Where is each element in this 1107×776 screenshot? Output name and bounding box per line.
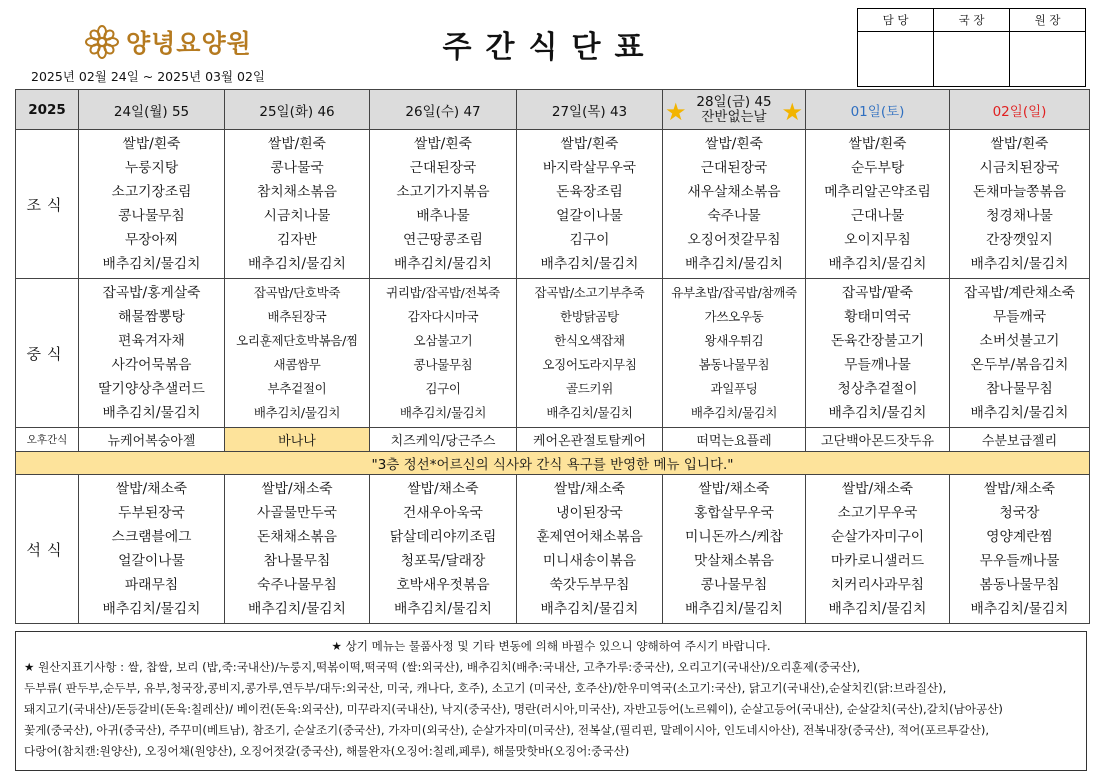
menu-item: 한방닭곰탕 [560, 309, 619, 324]
menu-item: 잡곡밥/홍게살죽 [102, 285, 201, 301]
menu-item: 근대된장국 [700, 160, 768, 176]
menu-item: 닭살데리야끼조림 [389, 529, 497, 545]
menu-item: 배추된장국 [267, 309, 327, 324]
flower-logo-icon [84, 24, 120, 60]
menu-item: 쌀밥/흰죽 [122, 136, 181, 152]
menu-cell [225, 279, 370, 428]
menu-item: 무들깨나물 [844, 357, 911, 373]
menu-item: 배추김치/물김치 [685, 601, 783, 617]
menu-item: 참나물무침 [986, 381, 1053, 397]
menu-cell [370, 130, 517, 279]
menu-cell [517, 130, 663, 279]
menu-item: 배추김치/물김치 [399, 405, 487, 420]
menu-cell [225, 130, 370, 279]
menu-item: 잡곡밥/팥죽 [841, 285, 914, 301]
menu-cell [79, 475, 225, 624]
approval-label-staff: 담 당 [858, 9, 934, 32]
snack-cell: 바나나 [225, 428, 370, 452]
menu-item: 치커리사과무침 [830, 577, 925, 593]
approval-label-head: 원 장 [1010, 9, 1086, 32]
menu-item: 순살가자미구이 [830, 529, 925, 545]
approval-sign-staff [858, 32, 934, 87]
menu-item: 배추김치/물김치 [102, 405, 201, 421]
menu-cell [517, 475, 663, 624]
menu-item: 배추김치/물김치 [248, 256, 346, 272]
menu-item: 순두부탕 [850, 160, 905, 176]
snack-cell: 치즈케익/당근주스 [370, 428, 517, 452]
menu-item: 유부초밥/잡곡밥/참깨죽 [671, 285, 797, 300]
breakfast-row [16, 130, 1090, 279]
menu-item: 배추김치/물김치 [248, 601, 346, 617]
menu-item: 소고기가지볶음 [396, 184, 490, 200]
menu-cell [950, 279, 1090, 428]
menu-cell [225, 475, 370, 624]
notice-line: ★ 원산지표기사항 : 쌀, 찹쌀, 보리 (밥,죽:국내산)/누룽지,떡볶이떡,떡국떡 (쌀:외국산), 배추김치(배추:국내산, 고추가루:중국산), 오리고기(국내산)/오리훈제(중국산), [24, 660, 861, 674]
menu-item: 콩나물국 [270, 160, 324, 176]
menu-item: 누룽지탕 [124, 160, 179, 176]
day-header-saturday: 01일(토) [806, 90, 950, 130]
menu-item: 콩나물무침 [700, 577, 768, 593]
snack-cell: 고단백아몬드잣두유 [806, 428, 950, 452]
menu-item: 부추겉절이 [267, 381, 327, 396]
menu-item: 귀리밥/잡곡밥/전복죽 [386, 285, 500, 300]
menu-item: 감자다시마국 [407, 309, 479, 324]
menu-item: 배추김치/물김치 [102, 256, 201, 272]
menu-item: 시금치된장국 [979, 160, 1060, 176]
menu-cell [806, 130, 950, 279]
menu-item: 한식오색잡채 [554, 333, 625, 348]
menu-item: 얼갈이나물 [556, 208, 623, 224]
menu-item: 쌀밥/흰죽 [414, 136, 472, 152]
menu-cell [79, 130, 225, 279]
menu-item: 쌀밥/채소죽 [407, 481, 479, 497]
meal-label-lunch: 중식 [16, 279, 79, 428]
snack-cell: 떠먹는요플레 [663, 428, 806, 452]
menu-item: 시금치나물 [263, 208, 331, 224]
menu-note: "3층 정선*어르신의 식사와 간식 욕구를 반영한 메뉴 입니다." [16, 452, 1090, 475]
menu-item: 배추김치/물김치 [828, 405, 927, 421]
menu-cell [370, 475, 517, 624]
menu-item: 쌀밥/흰죽 [990, 136, 1049, 152]
menu-item: 돈육장조림 [556, 184, 623, 200]
dinner-row [16, 475, 1090, 624]
menu-item: 배추김치/물김치 [690, 405, 778, 420]
origin-notice [15, 631, 1087, 771]
menu-item: 영양계란찜 [986, 529, 1053, 545]
approval-box [857, 8, 1086, 87]
notice-line: 꽃게(중국산), 아귀(중국산), 주꾸미(베트남), 참조기, 순살조기(중국산), 가자미(외국산), 순살가자미(미국산), 전복살,(필리핀, 말레이시아, 인도네시아산), 전복내장(중국산), 적어(포르투갈산), [24, 723, 990, 737]
menu-item: 근대나물 [850, 208, 905, 224]
menu-item: 쌀밥/채소죽 [261, 481, 333, 497]
menu-cell [517, 279, 663, 428]
menu-item: 메추리알곤약조림 [824, 184, 931, 200]
menu-item: 숙주나물무침 [257, 577, 337, 593]
menu-item: 청상추겉절이 [837, 381, 918, 397]
menu-item: 청경채나물 [986, 208, 1053, 224]
menu-item: 김자반 [277, 232, 317, 248]
menu-item: 참치채소볶음 [257, 184, 337, 200]
snack-cell: 케어온관절토탈케어 [517, 428, 663, 452]
menu-item: 봄동나물무침 [979, 577, 1060, 593]
menu-item: 배추김치/물김치 [546, 405, 633, 420]
menu-item: 미니새송이볶음 [542, 553, 637, 569]
menu-item: 무우들깨나물 [979, 553, 1060, 569]
menu-item: 바지락살무우국 [542, 160, 637, 176]
menu-item: 배추김치/물김치 [970, 256, 1069, 272]
menu-item: 오삼불고기 [413, 333, 473, 348]
menu-item: 쌀밥/채소죽 [553, 481, 626, 497]
menu-item: 배추김치/물김치 [102, 601, 201, 617]
menu-cell [806, 279, 950, 428]
menu-item: 호박새우젓볶음 [396, 577, 490, 593]
approval-sign-head [1010, 32, 1086, 87]
menu-item: 새콤쌈무 [273, 357, 321, 372]
menu-item: 쌀밥/채소죽 [698, 481, 770, 497]
menu-item: 돈채마늘쫑볶음 [972, 184, 1067, 200]
meal-label-dinner: 석식 [16, 475, 79, 624]
menu-item: 잡곡밥/단호박죽 [253, 285, 341, 300]
menu-item: 돈육간장불고기 [830, 333, 925, 349]
day-header: 26일(수) 47 [370, 90, 517, 130]
menu-item: 온두부/볶음김치 [970, 357, 1069, 373]
day-header-row [16, 90, 1090, 130]
menu-item: 쌀밥/채소죽 [983, 481, 1056, 497]
menu-item: 얼갈이나물 [118, 553, 185, 569]
snack-cell: 뉴케어복숭아젤 [79, 428, 225, 452]
menu-item: 배추김치/물김치 [540, 256, 639, 272]
menu-item: 쌀밥/채소죽 [115, 481, 188, 497]
menu-cell [663, 279, 806, 428]
menu-item: 골드키위 [565, 381, 614, 396]
menu-cell [79, 279, 225, 428]
menu-item: 오리훈제단호박볶음/찜 [236, 333, 358, 348]
star-icon: ★ [781, 98, 803, 126]
menu-item: 홍합살무우국 [694, 505, 774, 521]
menu-item: 잡곡밥/소고기부추죽 [534, 285, 645, 300]
note-row [16, 452, 1090, 475]
menu-item: 청포묵/달래장 [400, 553, 486, 569]
menu-item: 연근땅콩조림 [403, 232, 483, 248]
menu-item: 콩나물무침 [118, 208, 185, 224]
logo [84, 22, 252, 62]
menu-cell [663, 130, 806, 279]
notice-line: 두부류( 판두부,순두부, 유부,청국장,콩비지,콩가루,연두부/대두:외국산, 미국, 캐나다, 호주), 소고기 (미국산, 호주산)/한우미역국(소고기:국산), 닭고기(국내산),순살치킨(닭:브라질산), [24, 681, 947, 695]
snack-row [16, 428, 1090, 452]
menu-item: 쌀밥/흰죽 [848, 136, 907, 152]
lunch-row [16, 279, 1090, 428]
menu-item: 근대된장국 [409, 160, 477, 176]
notice-line: ★ 상기 메뉴는 물품사정 및 기타 변동에 의해 바뀔수 있으니 양해하여 주시기 바랍니다. [331, 639, 771, 653]
day-header-friday [663, 90, 806, 130]
menu-item: 오징어도라지무침 [542, 357, 637, 372]
menu-item: 두부된장국 [118, 505, 185, 521]
menu-item: 김구이 [425, 381, 461, 396]
notice-line: 돼지고기(국내산)/돈등갈비(돈육:칠레산)/ 베이컨(돈육:외국산), 미꾸라지(국내산), 낙지(중국산), 명란(러시아,미국산), 자반고등어(노르웨이), 순살고등어(국내산), 순살갈치(국산),갈치(남아공산) [24, 702, 1003, 716]
weekly-menu-table [15, 89, 1090, 624]
approval-sign-director [934, 32, 1010, 87]
menu-item: 배추김치/물김치 [685, 256, 783, 272]
menu-item: 배추김치/물김치 [394, 256, 492, 272]
menu-item: 편육겨자채 [118, 333, 185, 349]
meal-label-snack: 오후간식 [16, 428, 79, 452]
menu-item: 배추김치/물김치 [970, 405, 1069, 421]
notice-line: 다랑어(참치캔:원양산), 오징어채(원양산), 오징어젓갈(중국산), 해물완자(오징어:칠레,페루), 해물맛핫바(오징어:중국산) [24, 744, 630, 758]
menu-item: 소버섯불고기 [979, 333, 1060, 349]
snack-cell: 수분보급젤리 [950, 428, 1090, 452]
menu-item: 사각어묵볶음 [111, 357, 192, 373]
menu-item: 돈채채소볶음 [257, 529, 337, 545]
menu-item: 미니돈까스/케찹 [685, 529, 783, 545]
menu-item: 쌀밥/채소죽 [841, 481, 914, 497]
day-header: 25일(화) 46 [225, 90, 370, 130]
day-header-sunday: 02일(일) [950, 90, 1090, 130]
menu-item: 쌀밥/흰죽 [560, 136, 619, 152]
menu-item: 배추김치/물김치 [970, 601, 1069, 617]
menu-item: 새우살채소볶음 [687, 184, 781, 200]
menu-item: 맛살채소볶음 [694, 553, 774, 569]
menu-item: 해물짬뽕탕 [118, 309, 185, 325]
menu-cell [806, 475, 950, 624]
menu-item: 봄동나물무침 [698, 357, 770, 372]
menu-item: 훈제연어채소볶음 [536, 529, 643, 545]
approval-label-director: 국 장 [934, 9, 1010, 32]
friday-note: 잔반없는날 [701, 108, 767, 125]
menu-item: 가쓰오우동 [704, 309, 764, 324]
menu-item: 배추김치/물김치 [540, 601, 639, 617]
menu-cell [950, 475, 1090, 624]
menu-cell [370, 279, 517, 428]
menu-item: 배추김치/물김치 [828, 601, 927, 617]
menu-item: 배추김치/물김치 [394, 601, 492, 617]
menu-item: 김구이 [569, 232, 610, 248]
meal-label-breakfast: 조식 [16, 130, 79, 279]
menu-item: 오징어젓갈무침 [687, 232, 781, 248]
menu-item: 사골물만두국 [257, 505, 337, 521]
menu-item: 쌀밥/흰죽 [268, 136, 326, 152]
menu-cell [950, 130, 1090, 279]
menu-item: 배추나물 [416, 208, 470, 224]
year-label: 2025 [16, 90, 79, 130]
menu-cell [663, 475, 806, 624]
menu-item: 쌀밥/흰죽 [705, 136, 763, 152]
menu-item: 청국장 [999, 505, 1040, 521]
menu-item: 마카로니샐러드 [830, 553, 925, 569]
menu-item: 콩나물무침 [413, 357, 473, 372]
date-range: 2025년 02월 24일 ~ 2025년 03월 02일 [31, 69, 266, 84]
menu-item: 쑥갓두부무침 [549, 577, 630, 593]
menu-item: 파래무침 [124, 577, 179, 593]
menu-item: 왕새우튀김 [704, 333, 764, 348]
menu-item: 참나물무침 [263, 553, 331, 569]
menu-item: 오이지무침 [844, 232, 911, 248]
menu-item: 딸기양상추샐러드 [98, 381, 205, 397]
menu-item: 무장아찌 [124, 232, 179, 248]
menu-item: 배추김치/물김치 [253, 405, 341, 420]
menu-item: 냉이된장국 [556, 505, 623, 521]
menu-item: 소고기장조림 [111, 184, 192, 200]
menu-item: 건새우아욱국 [403, 505, 483, 521]
menu-item: 배추김치/물김치 [828, 256, 927, 272]
logo-text: 양녕요양원 [126, 29, 252, 58]
page-title: 주간식단표 [442, 30, 658, 65]
friday-date: 28일(금) 45 [696, 93, 772, 110]
star-icon: ★ [665, 98, 687, 126]
menu-item: 소고기무우국 [837, 505, 918, 521]
menu-item: 무들깨국 [992, 309, 1047, 325]
menu-item: 숙주나물 [707, 208, 761, 224]
day-header: 27일(목) 43 [517, 90, 663, 130]
menu-item: 간장깻잎지 [986, 232, 1053, 248]
menu-item: 과일푸딩 [710, 381, 758, 396]
menu-item: 황태미역국 [844, 309, 911, 325]
menu-item: 스크램블에그 [111, 529, 192, 545]
day-header: 24일(월) 55 [79, 90, 225, 130]
menu-item: 잡곡밥/계란채소죽 [963, 285, 1076, 301]
